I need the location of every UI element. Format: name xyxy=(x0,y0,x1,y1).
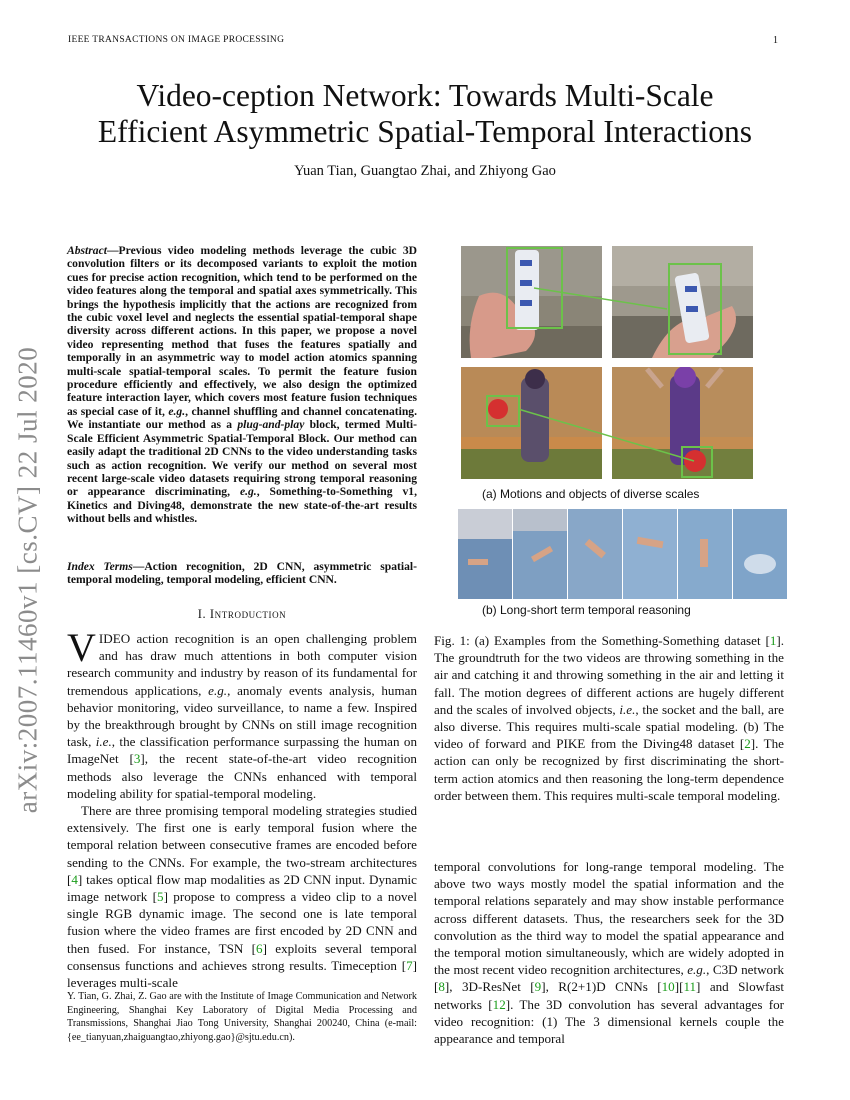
caption-text: ]. The groundtruth for the two videos are throwing something in the air and catching it and throwing something in the air and letting it fall. The motion degrees of different actions are hugely different and the scales of involved objects, xyxy=(434,633,784,717)
intro-text: ] leverages multi-scale xyxy=(67,957,417,991)
caption-ie: i.e. xyxy=(619,701,636,717)
caption-text: , the socket and the ball, are also diverse. This requires multi-scale spatial modeling. (b) The video of forward and PIKE from the Diving48 dataset [ xyxy=(434,701,784,752)
abstract-eg: e.g. xyxy=(239,485,257,499)
subcaption-a: (a) Motions and objects of diverse scales xyxy=(482,487,700,501)
abstract-text: block, termed Multi-Scale Efficient Asymmetric Spatial-Temporal Block. Our method can easily adapt the traditional 2D CNNs to the video understanding tasks such as action recognition. We verify our method on several most recent large-scale video datasets requiring strong temporal reasoning or appearance discriminating, xyxy=(67,418,417,499)
abstract-text: —Previous video modeling methods leverage the cubic 3D convolution filters or its decomposed variants to exploit the motion cues for precise action recognition, which tend to be performed on the video features along the temporal and spatial axes symmetrically. This brings the hypothesis implicitly that the actions are recognized from the cubic voxel level and neglects the essential spatial-temporal shape diversity across different actions. In this paper, we propose a novel video representing method that fuses the features spatially and temporally in an asymmetric way to model action atomics spanning multi-scale spatial-temporal scales. To permit the feature fusion procedure efficiently and effectively, we also design the optimized feature interaction layer, which covers most feature fusion techniques as special case of it, xyxy=(67,244,417,418)
citation-link[interactable]: 7 xyxy=(406,957,413,973)
dive-frame-5 xyxy=(678,509,732,599)
intro-text: , anomaly events analysis, human behavior monitoring, video surveillance, to name a few. Inspired by the breakthrough brought by CNNs on still image recognition task, xyxy=(67,682,417,750)
author-footnote: Y. Tian, G. Zhai, Z. Gao are with the Institute of Image Communication and Network Engineering, Shanghai Key Laboratory of Digital Media Processing and Transmissions, Shanghai Jiao Tong University, Shanghai 200240, China (e-mail: {ee_tianyuan,zhaiguangtao,zhiyong.gao}@sjtu.edu.cn). xyxy=(67,991,417,1043)
citation-link[interactable]: 6 xyxy=(256,940,263,956)
intro-text: ] exploits several temporal consensus functions and achieves strong results. Timeception [ xyxy=(67,940,417,973)
intro-text: , the classification performance surpassing the human on ImageNet [ xyxy=(67,734,418,767)
abstract-label: Abstract xyxy=(67,244,107,257)
citation-link[interactable]: 8 xyxy=(438,979,445,995)
intro-smallcaps: IDEO xyxy=(98,631,131,646)
citation-link[interactable]: 11 xyxy=(683,979,697,995)
citation-link[interactable]: 5 xyxy=(157,889,164,905)
abstract-text: , Something-to-Something v1, Kinetics and Diving48, demonstrate the new state-of-the-art results without bells and whistles. xyxy=(67,485,417,526)
intro-text: ] takes optical flow map modalities as 2D CNN input. Dynamic image network [ xyxy=(67,871,417,905)
body-text: ][ xyxy=(674,979,684,995)
dive-frame-1 xyxy=(458,509,512,599)
abstract-text: , channel shuffling and channel concatenating. We instantiate our method as a xyxy=(67,404,417,432)
dive-frame-6 xyxy=(733,509,787,599)
authors: Yuan Tian, Guangtao Zhai, and Zhiyong Gao xyxy=(294,163,556,179)
dive-frame-3 xyxy=(568,509,622,599)
citation-link[interactable]: 2 xyxy=(744,736,751,752)
right-column-body xyxy=(434,858,784,1047)
caption-text: ]. The action can only be recognized by first discriminating the short-term action atomics and then reasoning the long-term dependence order between them. This requires multi-scale temporal modeling. xyxy=(434,736,784,803)
journal-header: IEEE TRANSACTIONS ON IMAGE PROCESSING xyxy=(68,35,285,45)
body-text: ], 3D-ResNet [ xyxy=(444,979,535,995)
caption-text: Fig. 1: (a) Examples from the Something-Something dataset [ xyxy=(434,633,770,648)
body-text: ]. The 3D convolution has several advantages for video recognition: (1) The 3 dimensional kernels couple the appearance and temporal xyxy=(434,996,784,1047)
intro-ie: i.e. xyxy=(95,734,112,750)
index-terms-label: Index Terms xyxy=(67,560,133,573)
page-number: 1 xyxy=(773,35,778,46)
citation-link[interactable]: 12 xyxy=(492,996,506,1012)
dive-frame-2 xyxy=(513,509,567,599)
title-line-1: Video-ception Network: Towards Multi-Scale xyxy=(136,78,714,113)
arxiv-stamp: arXiv:2007.11460v1 [cs.CV] 22 Jul 2020 xyxy=(12,346,43,814)
citation-link[interactable]: 10 xyxy=(661,979,675,995)
section-title: I. Introduction xyxy=(197,607,287,621)
body-eg: e.g. xyxy=(687,962,707,978)
citation-link[interactable]: 9 xyxy=(534,979,542,995)
body-text: , C3D network [ xyxy=(434,962,784,995)
body-text: temporal convolutions for long-range temporal modeling. The above two ways mostly model the spatial information and the temporal relations separately and may show instable performance across different datasets. Thus, the researchers seek for the 3D convolution as the third way to model the spatial appearance and the temporal motion simultaneously, which are widely adopted in the most recent video recognition architectures, xyxy=(434,859,784,978)
abstract-plug: plug-and-play xyxy=(237,418,305,432)
citation-link[interactable]: 1 xyxy=(769,633,777,648)
citation-link[interactable]: 4 xyxy=(71,871,78,887)
dropcap: V xyxy=(67,625,96,670)
abstract-eg: e.g. xyxy=(168,404,186,418)
intro-eg: e.g. xyxy=(208,682,228,698)
dive-frame-4 xyxy=(623,509,677,599)
intro-text: There are three promising temporal modeling strategies studied extensively. The first one is early temporal fusion where the temporal relation between consecutive frames are encoded before sending to the CNNs. For example, the two-stream architectures [ xyxy=(67,803,417,887)
subcaption-b: (b) Long-short term temporal reasoning xyxy=(482,603,691,617)
index-terms-text: —Action recognition, 2D CNN, asymmetric spatial-temporal modeling, temporal modeling, efficient CNN. xyxy=(67,560,417,587)
citation-link[interactable]: 3 xyxy=(133,751,141,767)
intro-text: action recognition is an open challenging problem and has draw much attentions in both computer vision research community and industry by reason of its fundamental for tremendous applications, xyxy=(67,631,417,698)
body-text: ] and Slowfast networks [ xyxy=(434,979,784,1012)
body-text: ], R(2+1)D CNNs [ xyxy=(541,979,662,995)
intro-text: ], the recent state-of-the-art video recognition methods also leverage the CNNs enhanced with temporal modeling ability for spatial-temporal modeling. xyxy=(67,751,417,801)
title-line-2: Efficient Asymmetric Spatial-Temporal Interactions xyxy=(97,114,753,149)
intro-text: ] propose to compress a video clip to a novel single RGB dynamic image. The second one is late temporal fusion where the video frames are first encoded by 2D CNN and then fused. For instance, TSN [ xyxy=(67,889,417,956)
figure-caption xyxy=(434,632,784,804)
